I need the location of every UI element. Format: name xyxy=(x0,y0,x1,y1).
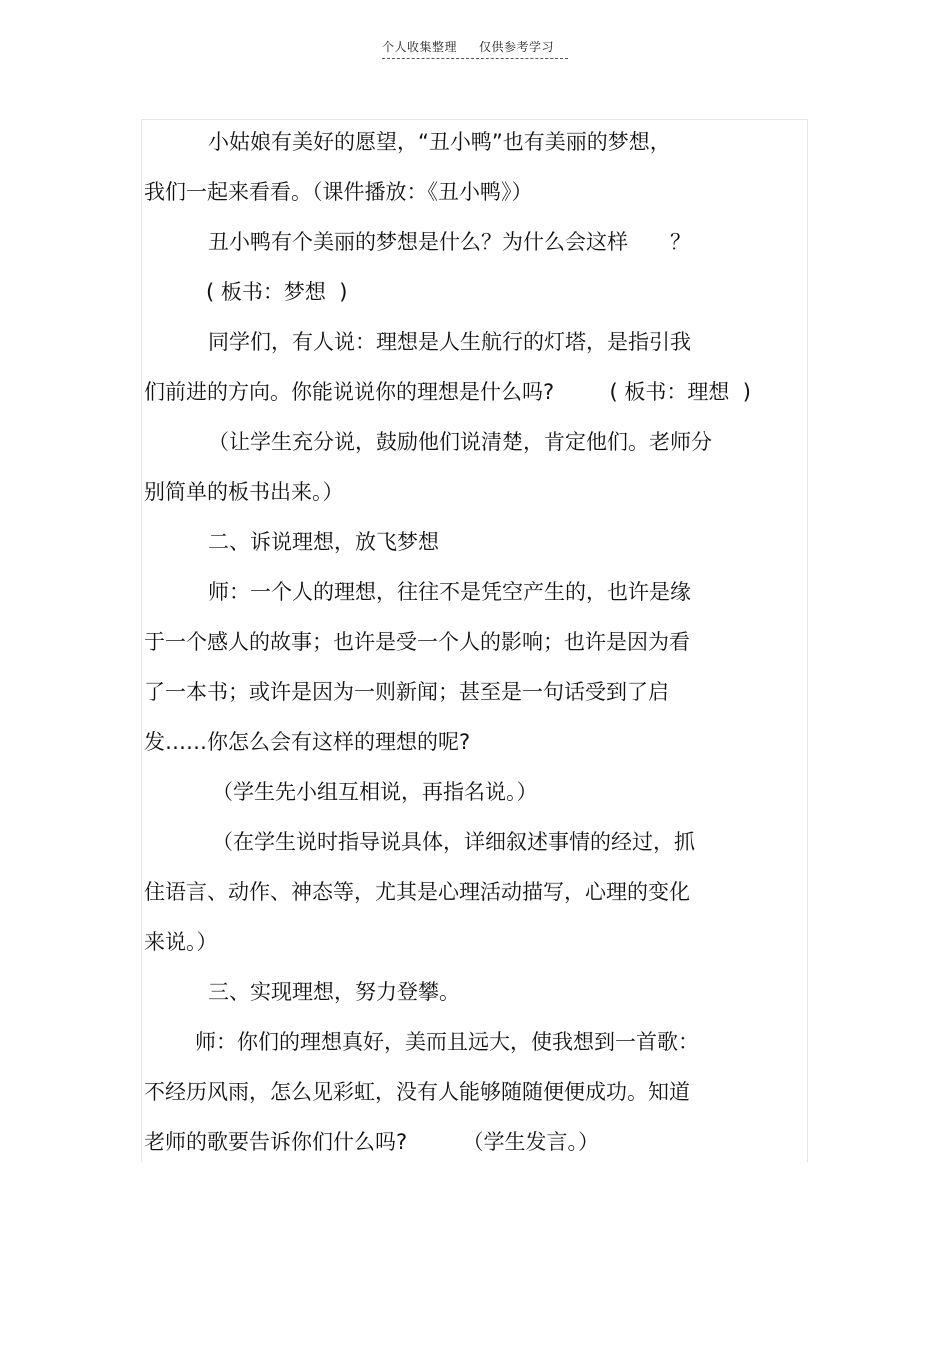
section-heading: 二、诉说理想，放飞梦想 xyxy=(208,530,439,554)
text-line: 于一个感人的故事；也许是受一个人的影响；也许是因为看 xyxy=(144,630,690,654)
text-line: 不经历风雨，怎么见彩虹，没有人能够随随便便成功。知道 xyxy=(144,1080,690,1104)
text-line: 同学们，有人说：理想是人生航行的灯塔，是指引我 xyxy=(208,330,691,354)
text-line: 们前进的方向。你能说说你的理想是什么吗? ( 板书：理想 ) xyxy=(144,380,751,404)
text-line: 小姑娘有美好的愿望，“丑小鸭”也有美丽的梦想， xyxy=(208,130,671,154)
header-right: 仅供参考学习 xyxy=(479,40,555,54)
section-heading: 三、实现理想，努力登攀。 xyxy=(208,980,460,1004)
text-line: （在学生说时指导说具体，详细叙述事情的经过，抓 xyxy=(212,830,695,854)
text-line: 来说。） xyxy=(144,930,218,954)
text-line: 师：你们的理想真好，美而且远大，使我想到一首歌： xyxy=(195,1030,699,1054)
text-line: 别简单的板书出来。） xyxy=(144,480,344,504)
text-line: 住语言、动作、神态等，尤其是心理活动描写，心理的变化 xyxy=(144,880,690,904)
text-line: 老师的歌要告诉你们什么吗? （学生发言。） xyxy=(144,1130,599,1154)
text-line: ( 板书：梦想 ) xyxy=(206,280,348,304)
text-line: 发……你怎么会有这样的理想的呢? xyxy=(144,730,471,754)
text-line: 师：一个人的理想，往往不是凭空产生的，也许是缘 xyxy=(208,580,691,604)
text-line: 我们一起来看看。（课件播放：《丑小鸭》） xyxy=(144,180,533,204)
header-left: 个人收集整理 xyxy=(382,40,458,54)
page-header xyxy=(382,38,568,59)
text-line: （学生先小组互相说，再指名说。） xyxy=(212,780,538,804)
text-line: 丑小鸭有个美丽的梦想是什么？为什么会这样 ？ xyxy=(208,230,691,254)
text-line: 了一本书；或许是因为一则新闻；甚至是一句话受到了启 xyxy=(144,680,669,704)
text-line: （让学生充分说，鼓励他们说清楚，肯定他们。老师分 xyxy=(208,430,712,454)
